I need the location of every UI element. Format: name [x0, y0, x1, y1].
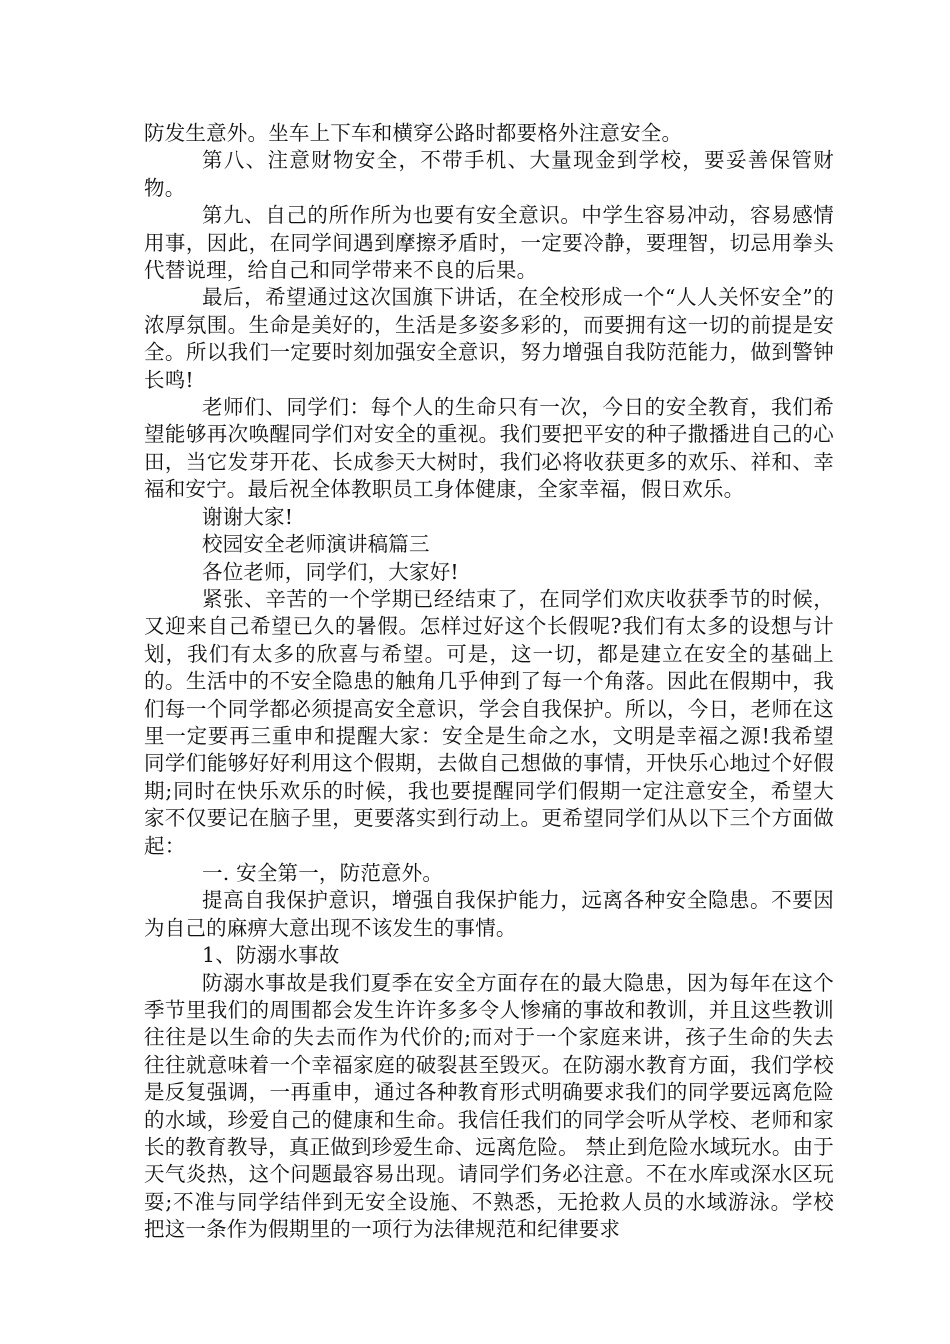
subheading: 1、防溺水事故 — [202, 943, 340, 968]
subheading: 一. 安全第一，防范意外。 — [202, 860, 444, 885]
paragraph: 防溺水事故是我们夏季在安全方面存在的最大隐患，因为每年在这个季节里我们的周围都会发生许许多多令人惨痛的事故和教训，并且这些教训往往是以生命的失去而作为代价的;而对于一个家庭来讲，孩子生命的失去往往就意味着一个幸福家庭的破裂甚至毁灭。在防溺水教育方面，我们学校是反复强调，一再重申，通过各种教育形式明确要求我们的同学要远离危险的水域，珍爱自己的健康和生命。我信任我们的同学会听从学校、老师和家长的教育教导，真正做到珍爱生命、远离危险。 禁止到危险水域玩水。由于天气炎热，这个问题最容易出现。请同学们务必注意。不在水库或深水区玩耍;不准与同学结伴到无安全设施、不熟悉，无抢救人员的水域游泳。学校把这一条作为假期里的一项行为法律规范和纪律要求 — [144, 970, 834, 1242]
paragraph: 最后，希望通过这次国旗下讲话，在全校形成一个“人人关怀安全”的浓厚氛围。生命是美好的，生活是多姿多彩的，而要拥有这一切的前提是安全。所以我们一定要时刻加强安全意识，努力增强自我防范能力，做到警钟长鸣! — [144, 285, 834, 392]
paragraph: 第八、注意财物安全，不带手机、大量现金到学校，要妥善保管财物。 — [144, 148, 834, 200]
paragraph: 防发生意外。坐车上下车和横穿公路时都要格外注意安全。 — [144, 121, 683, 145]
paragraph: 提高自我保护意识，增强自我保护能力，远离各种安全隐患。不要因为自己的麻痹大意出现不该发生的事情。 — [144, 888, 834, 940]
closing-thanks: 谢谢大家! — [202, 504, 294, 529]
section-title: 校园安全老师演讲稿篇三 — [202, 532, 430, 557]
paragraph: 紧张、辛苦的一个学期已经结束了，在同学们欢庆收获季节的时候，又迎来自己希望已久的暑假。怎样过好这个长假呢?我们有太多的设想与计划，我们有太多的欣喜与希望。可是，这一切，都是建立在安全的基础上的。生活中的不安全隐患的触角几乎伸到了每一个角落。因此在假期中，我们每一个同学都必须提高安全意识，学会自我保护。所以，今日，老师在这里一定要再三重申和提醒大家：安全是生命之水，文明是幸福之源!我希望同学们能够好好利用这个假期，去做自己想做的事情，开快乐心地过个好假期;同时在快乐欢乐的时候，我也要提醒同学们假期一定注意安全，希望大家不仅要记在脑子里，更要落实到行动上。更希望同学们从以下三个方面做起： — [144, 586, 834, 858]
greeting: 各位老师，同学们，大家好! — [202, 559, 459, 584]
paragraph: 老师们、同学们：每个人的生命只有一次，今日的安全教育，我们希望能够再次唤醒同学们对安全的重视。我们要把平安的种子撒播进自己的心田，当它发芽开花、长成参天大树时，我们必将收获更多的欢乐、祥和、幸福和安宁。最后祝全体教职员工身体健康，全家幸福，假日欢乐。 — [144, 395, 834, 502]
document-page — [144, 120, 834, 1244]
paragraph: 第九、自己的所作所为也要有安全意识。中学生容易冲动，容易感情用事，因此，在同学间遇到摩擦矛盾时，一定要冷静，要理智，切忌用拳头代替说理，给自己和同学带来不良的后果。 — [144, 203, 834, 283]
